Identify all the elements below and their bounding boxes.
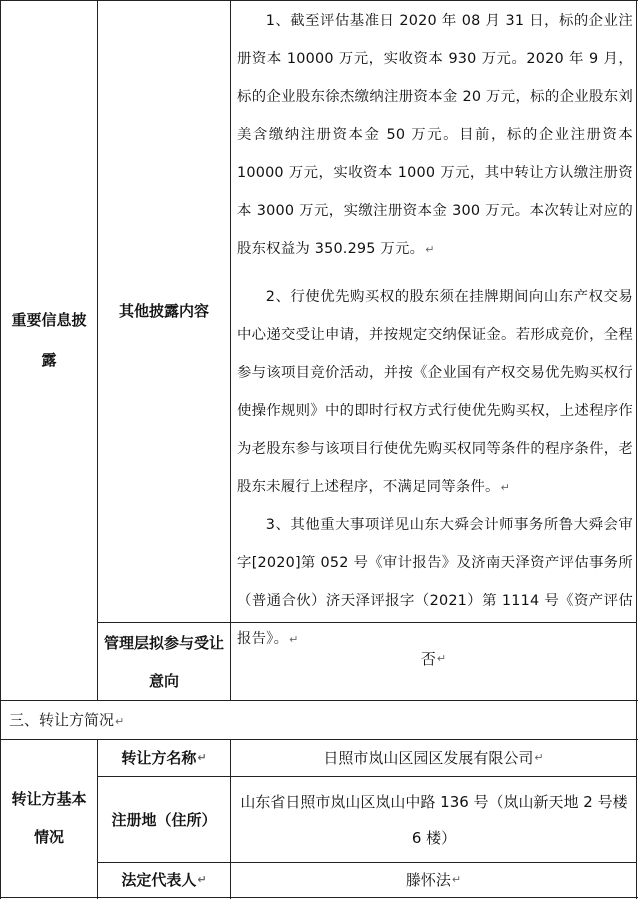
legal-representative-label: 法定代表人 ↵ [98, 863, 230, 897]
col-divider-1 [97, 0, 98, 701]
disclosure-paragraph-3: 3、其他重大事项详见山东大舜会计师事务所鲁大舜会审字[2020]第 052 号《审计报告》及济南天泽资产评估事务所（普通合伙）济天泽评报字（2021）第 1114 号《资产评估报告》。↵ [237, 517, 633, 647]
table-top-border [0, 0, 638, 1]
transferor-group-label: 转让方基本情况 [11, 790, 87, 846]
col-divider-2 [230, 0, 231, 701]
paragraph-mark: ↵ [500, 481, 511, 494]
transferor-name-label: 转让方名称 ↵ [98, 740, 230, 776]
transferor-name-value: 日照市岚山区园区发展有限公司 ↵ [231, 740, 636, 776]
registered-address-value: 山东省日照市岚山区岚山中路 136 号（岚山新天地 2 号楼 6 楼） [240, 792, 628, 847]
disclosure-section-label: 重要信息披露 [11, 311, 87, 369]
other-disclosure-label: 其他披露内容 [118, 302, 209, 320]
section-3-heading: 三、转让方简况↵ [9, 711, 125, 729]
disclosure-paragraph-2: 2、行使优先购买权的股东须在挂牌期间向山东产权交易中心递交受让申请，并按规定交纳保证金。若形成竞价，全程参与该项目竞价活动，并按《企业国有产权交易优先购买权行使操作规则》中的即时行权方式行使优先购买权，上述程序作为老股东参与该项目行使优先购买权同等条件的程序条件，老股东未履行上述程序，不满足同等条件。↵ [237, 289, 633, 495]
paragraph-mark: ↵ [289, 633, 299, 646]
disclosure-paragraph-1: 1、截至评估基准日 2020 年 08 月 31 日，标的企业注册资本 10000 万元，实收资本 930 万元。2020 年 9 月，标的企业股东徐杰缴纳注册资本金 20 万元，标的企业股东刘美含缴纳注册资本金 50 万元。目前，标的企业注册资本 10000 万元，实收资本 1000 万元，其中转让方认缴注册资本 3000 万元，实缴注册资本金 300 万元。本次转让对应的股东权益为 350.295 万元。↵ [237, 13, 633, 257]
paragraph-mark: ↵ [425, 243, 435, 256]
registered-address-label: 注册地（住所） [111, 810, 217, 829]
table-bottom-border [0, 897, 638, 898]
table-left-border [0, 0, 1, 899]
paragraph-mark: ↵ [436, 652, 447, 665]
table-right-border [636, 0, 637, 899]
paragraph-mark: ↵ [451, 873, 462, 886]
management-intent-label: 管理层拟参与受让意向 [104, 634, 225, 690]
paragraph-mark: ↵ [197, 873, 207, 886]
management-intent-value: 否 ↵ [231, 640, 636, 678]
paragraph-mark: ↵ [115, 715, 125, 728]
paragraph-mark: ↵ [534, 751, 544, 764]
legal-representative-value: 滕怀法 ↵ [231, 863, 636, 897]
paragraph-mark: ↵ [197, 751, 207, 764]
